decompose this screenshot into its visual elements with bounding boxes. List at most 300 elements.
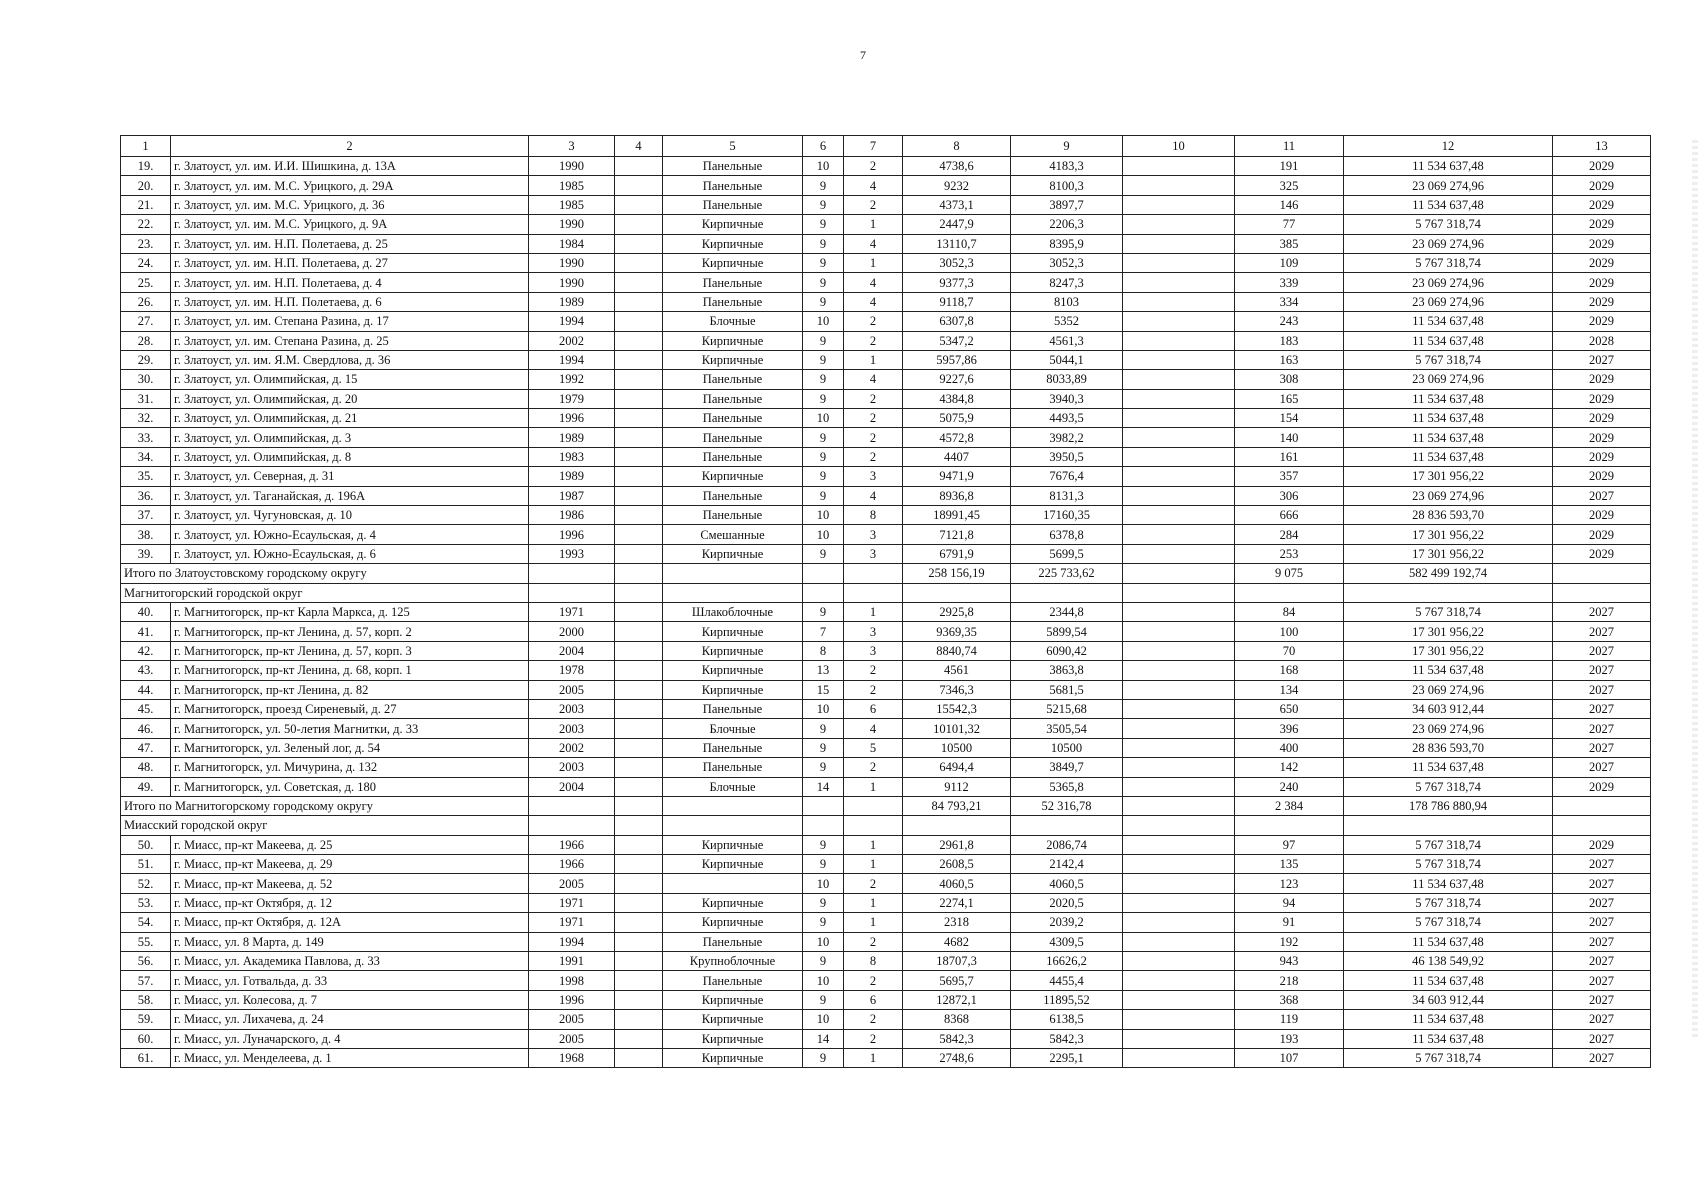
subtotal-cell: [1123, 796, 1235, 815]
table-cell: 4682: [903, 932, 1011, 951]
address-cell: г. Златоуст, ул. Южно-Есаульская, д. 6: [171, 544, 529, 563]
table-row: [121, 447, 1651, 466]
table-cell: 183: [1235, 331, 1344, 350]
table-cell: 49.: [121, 777, 171, 796]
table-cell: 2: [844, 157, 903, 176]
table-cell: 8103: [1011, 292, 1123, 311]
table-cell: Панельные: [663, 273, 803, 292]
table-cell: 8033,89: [1011, 370, 1123, 389]
subtotal-row: [121, 564, 1651, 583]
table-cell: 34.: [121, 447, 171, 466]
table-cell: 7121,8: [903, 525, 1011, 544]
table-cell: 2028: [1553, 331, 1651, 350]
subtotal-cell: [1123, 564, 1235, 583]
table-cell: 5957,86: [903, 350, 1011, 369]
table-cell: Кирпичные: [663, 1048, 803, 1067]
table-cell: [1123, 176, 1235, 195]
table-cell: 2029: [1553, 292, 1651, 311]
table-cell: 3897,7: [1011, 195, 1123, 214]
table-cell: 9: [803, 952, 844, 971]
table-cell: 11 534 637,48: [1344, 1029, 1553, 1048]
table-cell: 6138,5: [1011, 1010, 1123, 1029]
table-cell: 2: [844, 971, 903, 990]
table-cell: 13: [803, 661, 844, 680]
table-cell: 2027: [1553, 952, 1651, 971]
table-cell: 9: [803, 234, 844, 253]
subtotal-cell: [663, 796, 803, 815]
table-cell: 2027: [1553, 699, 1651, 718]
table-row: [121, 738, 1651, 757]
table-cell: [1123, 447, 1235, 466]
table-cell: 6: [844, 990, 903, 1009]
table-cell: 8247,3: [1011, 273, 1123, 292]
table-cell: [1123, 622, 1235, 641]
table-cell: 2027: [1553, 486, 1651, 505]
address-cell: г. Магнитогорск, ул. Зеленый лог, д. 54: [171, 738, 529, 757]
table-cell: 2004: [529, 777, 615, 796]
table-cell: [615, 389, 663, 408]
table-cell: 2003: [529, 758, 615, 777]
table-cell: [1123, 409, 1235, 428]
table-cell: 8395,9: [1011, 234, 1123, 253]
table-cell: 2027: [1553, 893, 1651, 912]
table-cell: 9: [803, 602, 844, 621]
table-cell: 2: [844, 758, 903, 777]
table-cell: 5 767 318,74: [1344, 1048, 1553, 1067]
table-cell: 9: [803, 719, 844, 738]
table-cell: 2027: [1553, 738, 1651, 757]
table-cell: 142: [1235, 758, 1344, 777]
table-cell: 2027: [1553, 719, 1651, 738]
table-cell: [615, 1029, 663, 1048]
table-cell: 10: [803, 506, 844, 525]
table-cell: 7346,3: [903, 680, 1011, 699]
column-number-header: 4: [615, 136, 663, 157]
table-cell: Кирпичные: [663, 467, 803, 486]
table-cell: 193: [1235, 1029, 1344, 1048]
table-cell: 2029: [1553, 253, 1651, 272]
table-cell: Крупноблочные: [663, 952, 803, 971]
table-cell: 4183,3: [1011, 157, 1123, 176]
table-cell: [615, 544, 663, 563]
table-row: [121, 971, 1651, 990]
table-cell: 11 534 637,48: [1344, 758, 1553, 777]
table-cell: 2: [844, 874, 903, 893]
table-cell: 5681,5: [1011, 680, 1123, 699]
subtotal-cell: [803, 796, 844, 815]
address-cell: г. Златоуст, ул. им. М.С. Урицкого, д. 29А: [171, 176, 529, 195]
table-cell: 9232: [903, 176, 1011, 195]
table-cell: 30.: [121, 370, 171, 389]
address-cell: г. Златоуст, ул. им. Н.П. Полетаева, д. 27: [171, 253, 529, 272]
table-cell: 11 534 637,48: [1344, 874, 1553, 893]
table-cell: 1989: [529, 467, 615, 486]
table-cell: 4572,8: [903, 428, 1011, 447]
empty-cell: [903, 583, 1011, 602]
table-cell: 84: [1235, 602, 1344, 621]
empty-cell: [1011, 583, 1123, 602]
table-cell: 2344,8: [1011, 602, 1123, 621]
table-cell: Панельные: [663, 292, 803, 311]
table-cell: 4561: [903, 661, 1011, 680]
table-cell: [615, 777, 663, 796]
address-cell: г. Миасс, ул. Луначарского, д. 4: [171, 1029, 529, 1048]
table-cell: 10500: [903, 738, 1011, 757]
table-cell: 39.: [121, 544, 171, 563]
table-cell: 51.: [121, 855, 171, 874]
address-cell: г. Миасс, пр-кт Макеева, д. 52: [171, 874, 529, 893]
table-cell: 9227,6: [903, 370, 1011, 389]
table-cell: 1985: [529, 195, 615, 214]
table-cell: [1123, 544, 1235, 563]
table-cell: 11 534 637,48: [1344, 932, 1553, 951]
table-cell: 14: [803, 777, 844, 796]
table-cell: 1979: [529, 389, 615, 408]
address-cell: г. Миасс, ул. 8 Марта, д. 149: [171, 932, 529, 951]
table-row: [121, 874, 1651, 893]
table-cell: 100: [1235, 622, 1344, 641]
table-cell: Кирпичные: [663, 680, 803, 699]
table-cell: 2: [844, 680, 903, 699]
table-cell: Панельные: [663, 447, 803, 466]
table-cell: [1123, 913, 1235, 932]
address-cell: г. Миасс, пр-кт Макеева, д. 29: [171, 855, 529, 874]
table-cell: 17 301 956,22: [1344, 622, 1553, 641]
table-cell: 11 534 637,48: [1344, 389, 1553, 408]
table-cell: 15: [803, 680, 844, 699]
table-cell: 2295,1: [1011, 1048, 1123, 1067]
empty-cell: [1344, 816, 1553, 835]
table-cell: 36.: [121, 486, 171, 505]
subtotal-cell: [529, 564, 615, 583]
table-cell: Панельные: [663, 932, 803, 951]
table-cell: 140: [1235, 428, 1344, 447]
table-cell: 5: [844, 738, 903, 757]
table-cell: 2003: [529, 719, 615, 738]
table-cell: 2029: [1553, 234, 1651, 253]
table-cell: 192: [1235, 932, 1344, 951]
table-cell: 23 069 274,96: [1344, 680, 1553, 699]
table-cell: 2: [844, 331, 903, 350]
table-cell: Кирпичные: [663, 855, 803, 874]
subtotal-cell: [1553, 564, 1651, 583]
table-cell: 8368: [903, 1010, 1011, 1029]
table-cell: 2029: [1553, 428, 1651, 447]
subtotal-cell: 9 075: [1235, 564, 1344, 583]
table-cell: [615, 350, 663, 369]
table-cell: 243: [1235, 312, 1344, 331]
table-cell: 5695,7: [903, 971, 1011, 990]
table-cell: 2002: [529, 331, 615, 350]
subtotal-label: Итого по Магнитогорскому городскому округу: [121, 796, 529, 815]
table-cell: [1123, 253, 1235, 272]
table-cell: Кирпичные: [663, 1029, 803, 1048]
table-cell: Панельные: [663, 971, 803, 990]
address-cell: г. Златоуст, ул. им. Степана Разина, д. 17: [171, 312, 529, 331]
table-row: [121, 932, 1651, 951]
table-cell: 2142,4: [1011, 855, 1123, 874]
table-row: [121, 389, 1651, 408]
table-cell: 50.: [121, 835, 171, 854]
table-cell: [1123, 389, 1235, 408]
table-cell: [615, 331, 663, 350]
address-cell: г. Магнитогорск, ул. Мичурина, д. 132: [171, 758, 529, 777]
table-cell: 2: [844, 447, 903, 466]
table-cell: [1123, 641, 1235, 660]
table-cell: 2004: [529, 641, 615, 660]
table-cell: 2961,8: [903, 835, 1011, 854]
empty-cell: [615, 583, 663, 602]
table-cell: 154: [1235, 409, 1344, 428]
table-cell: 6494,4: [903, 758, 1011, 777]
empty-cell: [1011, 816, 1123, 835]
table-cell: 11895,52: [1011, 990, 1123, 1009]
table-cell: 2029: [1553, 157, 1651, 176]
table-cell: 21.: [121, 195, 171, 214]
table-cell: 6307,8: [903, 312, 1011, 331]
table-cell: 9: [803, 447, 844, 466]
empty-cell: [803, 816, 844, 835]
table-cell: 2029: [1553, 195, 1651, 214]
table-cell: 4493,5: [1011, 409, 1123, 428]
table-cell: 134: [1235, 680, 1344, 699]
table-cell: Кирпичные: [663, 253, 803, 272]
table-cell: 34 603 912,44: [1344, 699, 1553, 718]
table-cell: 29.: [121, 350, 171, 369]
table-cell: [615, 215, 663, 234]
table-cell: 2029: [1553, 215, 1651, 234]
address-cell: г. Миасс, пр-кт Октября, д. 12: [171, 893, 529, 912]
table-cell: [1123, 680, 1235, 699]
table-cell: 17 301 956,22: [1344, 525, 1553, 544]
table-cell: [1123, 1048, 1235, 1067]
empty-cell: [663, 583, 803, 602]
table-cell: 5842,3: [903, 1029, 1011, 1048]
table-cell: 1990: [529, 215, 615, 234]
table-cell: 2027: [1553, 874, 1651, 893]
table-cell: 1971: [529, 602, 615, 621]
table-cell: 5 767 318,74: [1344, 855, 1553, 874]
table-cell: [615, 893, 663, 912]
address-cell: г. Миасс, ул. Готвальда, д. 33: [171, 971, 529, 990]
table-cell: [1123, 525, 1235, 544]
table-cell: [1123, 157, 1235, 176]
subtotal-cell: [615, 564, 663, 583]
empty-cell: [529, 816, 615, 835]
table-cell: 1978: [529, 661, 615, 680]
table-cell: 1994: [529, 350, 615, 369]
table-cell: 1985: [529, 176, 615, 195]
address-cell: г. Златоуст, ул. Южно-Есаульская, д. 4: [171, 525, 529, 544]
table-cell: 2029: [1553, 467, 1651, 486]
table-cell: 5699,5: [1011, 544, 1123, 563]
table-cell: Панельные: [663, 486, 803, 505]
table-cell: 44.: [121, 680, 171, 699]
table-cell: 1994: [529, 932, 615, 951]
table-cell: 46.: [121, 719, 171, 738]
district-section-row: [121, 816, 1651, 835]
table-row: [121, 486, 1651, 505]
empty-cell: [1235, 583, 1344, 602]
address-cell: г. Златоуст, ул. им. Н.П. Полетаева, д. 25: [171, 234, 529, 253]
table-cell: 41.: [121, 622, 171, 641]
table-cell: Кирпичные: [663, 622, 803, 641]
table-body: [121, 136, 1651, 1068]
table-row: [121, 952, 1651, 971]
address-cell: г. Златоуст, ул. Олимпийская, д. 20: [171, 389, 529, 408]
address-cell: г. Златоуст, ул. им. Н.П. Полетаева, д. 6: [171, 292, 529, 311]
table-row: [121, 699, 1651, 718]
table-cell: [615, 913, 663, 932]
table-row: [121, 680, 1651, 699]
table-cell: 19.: [121, 157, 171, 176]
table-cell: 3: [844, 525, 903, 544]
table-cell: [615, 176, 663, 195]
table-cell: 396: [1235, 719, 1344, 738]
table-cell: [1123, 602, 1235, 621]
subtotal-cell: 84 793,21: [903, 796, 1011, 815]
column-number-header: 8: [903, 136, 1011, 157]
table-cell: Панельные: [663, 428, 803, 447]
subtotal-cell: [1553, 796, 1651, 815]
table-cell: 6378,8: [1011, 525, 1123, 544]
table-cell: 2029: [1553, 544, 1651, 563]
table-cell: 1993: [529, 544, 615, 563]
table-cell: 11 534 637,48: [1344, 157, 1553, 176]
table-cell: 9: [803, 253, 844, 272]
table-cell: 10: [803, 157, 844, 176]
table-cell: 18707,3: [903, 952, 1011, 971]
table-cell: 28 836 593,70: [1344, 506, 1553, 525]
table-cell: 4: [844, 370, 903, 389]
table-cell: 9: [803, 370, 844, 389]
table-cell: 5352: [1011, 312, 1123, 331]
table-cell: [615, 273, 663, 292]
table-cell: 1966: [529, 855, 615, 874]
table-row: [121, 350, 1651, 369]
table-cell: 2027: [1553, 680, 1651, 699]
table-cell: [1123, 952, 1235, 971]
table-cell: 1991: [529, 952, 615, 971]
table-cell: 2000: [529, 622, 615, 641]
table-cell: 2003: [529, 699, 615, 718]
address-cell: г. Магнитогорск, пр-кт Ленина, д. 68, корп. 1: [171, 661, 529, 680]
table-cell: 56.: [121, 952, 171, 971]
column-number-header: 9: [1011, 136, 1123, 157]
table-cell: 4: [844, 273, 903, 292]
table-cell: Шлакоблочные: [663, 602, 803, 621]
table-row: [121, 428, 1651, 447]
table-cell: Кирпичные: [663, 835, 803, 854]
empty-cell: [903, 816, 1011, 835]
header-row: [121, 136, 1651, 157]
column-number-header: 6: [803, 136, 844, 157]
table-cell: 9: [803, 893, 844, 912]
table-cell: 2206,3: [1011, 215, 1123, 234]
table-cell: 9: [803, 292, 844, 311]
table-cell: 10: [803, 409, 844, 428]
table-cell: 1: [844, 253, 903, 272]
table-cell: [1123, 719, 1235, 738]
address-cell: г. Златоуст, ул. Северная, д. 31: [171, 467, 529, 486]
table-cell: 9: [803, 855, 844, 874]
table-cell: 33.: [121, 428, 171, 447]
address-cell: г. Златоуст, ул. им. Н.П. Полетаева, д. 4: [171, 273, 529, 292]
column-number-header: 3: [529, 136, 615, 157]
table-cell: [663, 874, 803, 893]
table-cell: 8936,8: [903, 486, 1011, 505]
table-cell: 5 767 318,74: [1344, 835, 1553, 854]
table-cell: [615, 312, 663, 331]
table-cell: 146: [1235, 195, 1344, 214]
subtotal-cell: [615, 796, 663, 815]
table-cell: 28.: [121, 331, 171, 350]
table-cell: 2274,1: [903, 893, 1011, 912]
table-cell: 2027: [1553, 758, 1651, 777]
table-cell: [615, 292, 663, 311]
table-cell: 1: [844, 350, 903, 369]
table-cell: [615, 661, 663, 680]
address-cell: г. Златоуст, ул. им. Я.М. Свердлова, д. 36: [171, 350, 529, 369]
table-cell: 10: [803, 525, 844, 544]
table-cell: 191: [1235, 157, 1344, 176]
table-cell: 8: [803, 641, 844, 660]
table-cell: 2027: [1553, 1010, 1651, 1029]
column-number-header: 10: [1123, 136, 1235, 157]
table-cell: [1123, 486, 1235, 505]
table-cell: 135: [1235, 855, 1344, 874]
table-cell: 23 069 274,96: [1344, 234, 1553, 253]
table-cell: 9: [803, 195, 844, 214]
table-cell: [615, 157, 663, 176]
table-cell: 40.: [121, 602, 171, 621]
table-cell: Панельные: [663, 176, 803, 195]
table-cell: [615, 525, 663, 544]
table-cell: 109: [1235, 253, 1344, 272]
table-cell: Панельные: [663, 738, 803, 757]
address-cell: г. Златоуст, ул. Олимпийская, д. 3: [171, 428, 529, 447]
table-cell: 2027: [1553, 855, 1651, 874]
table-cell: 2: [844, 1029, 903, 1048]
table-cell: 9471,9: [903, 467, 1011, 486]
table-cell: 1: [844, 855, 903, 874]
table-cell: 2748,6: [903, 1048, 1011, 1067]
table-cell: 2029: [1553, 777, 1651, 796]
table-cell: 107: [1235, 1048, 1344, 1067]
table-cell: 5 767 318,74: [1344, 215, 1553, 234]
table-cell: 2029: [1553, 370, 1651, 389]
subtotal-row: [121, 796, 1651, 815]
table-cell: Кирпичные: [663, 350, 803, 369]
table-cell: [615, 990, 663, 1009]
table-cell: 4: [844, 234, 903, 253]
table-cell: 4738,6: [903, 157, 1011, 176]
table-cell: 1966: [529, 835, 615, 854]
column-number-header: 13: [1553, 136, 1651, 157]
table-cell: 2029: [1553, 273, 1651, 292]
table-cell: [615, 602, 663, 621]
table-cell: 9: [803, 467, 844, 486]
table-cell: [615, 971, 663, 990]
table-cell: 28 836 593,70: [1344, 738, 1553, 757]
table-row: [121, 253, 1651, 272]
table-cell: 1989: [529, 428, 615, 447]
table-cell: [615, 1048, 663, 1067]
table-cell: 1: [844, 893, 903, 912]
address-cell: г. Златоуст, ул. им. И.И. Шишкина, д. 13А: [171, 157, 529, 176]
table-cell: 61.: [121, 1048, 171, 1067]
table-cell: 4455,4: [1011, 971, 1123, 990]
